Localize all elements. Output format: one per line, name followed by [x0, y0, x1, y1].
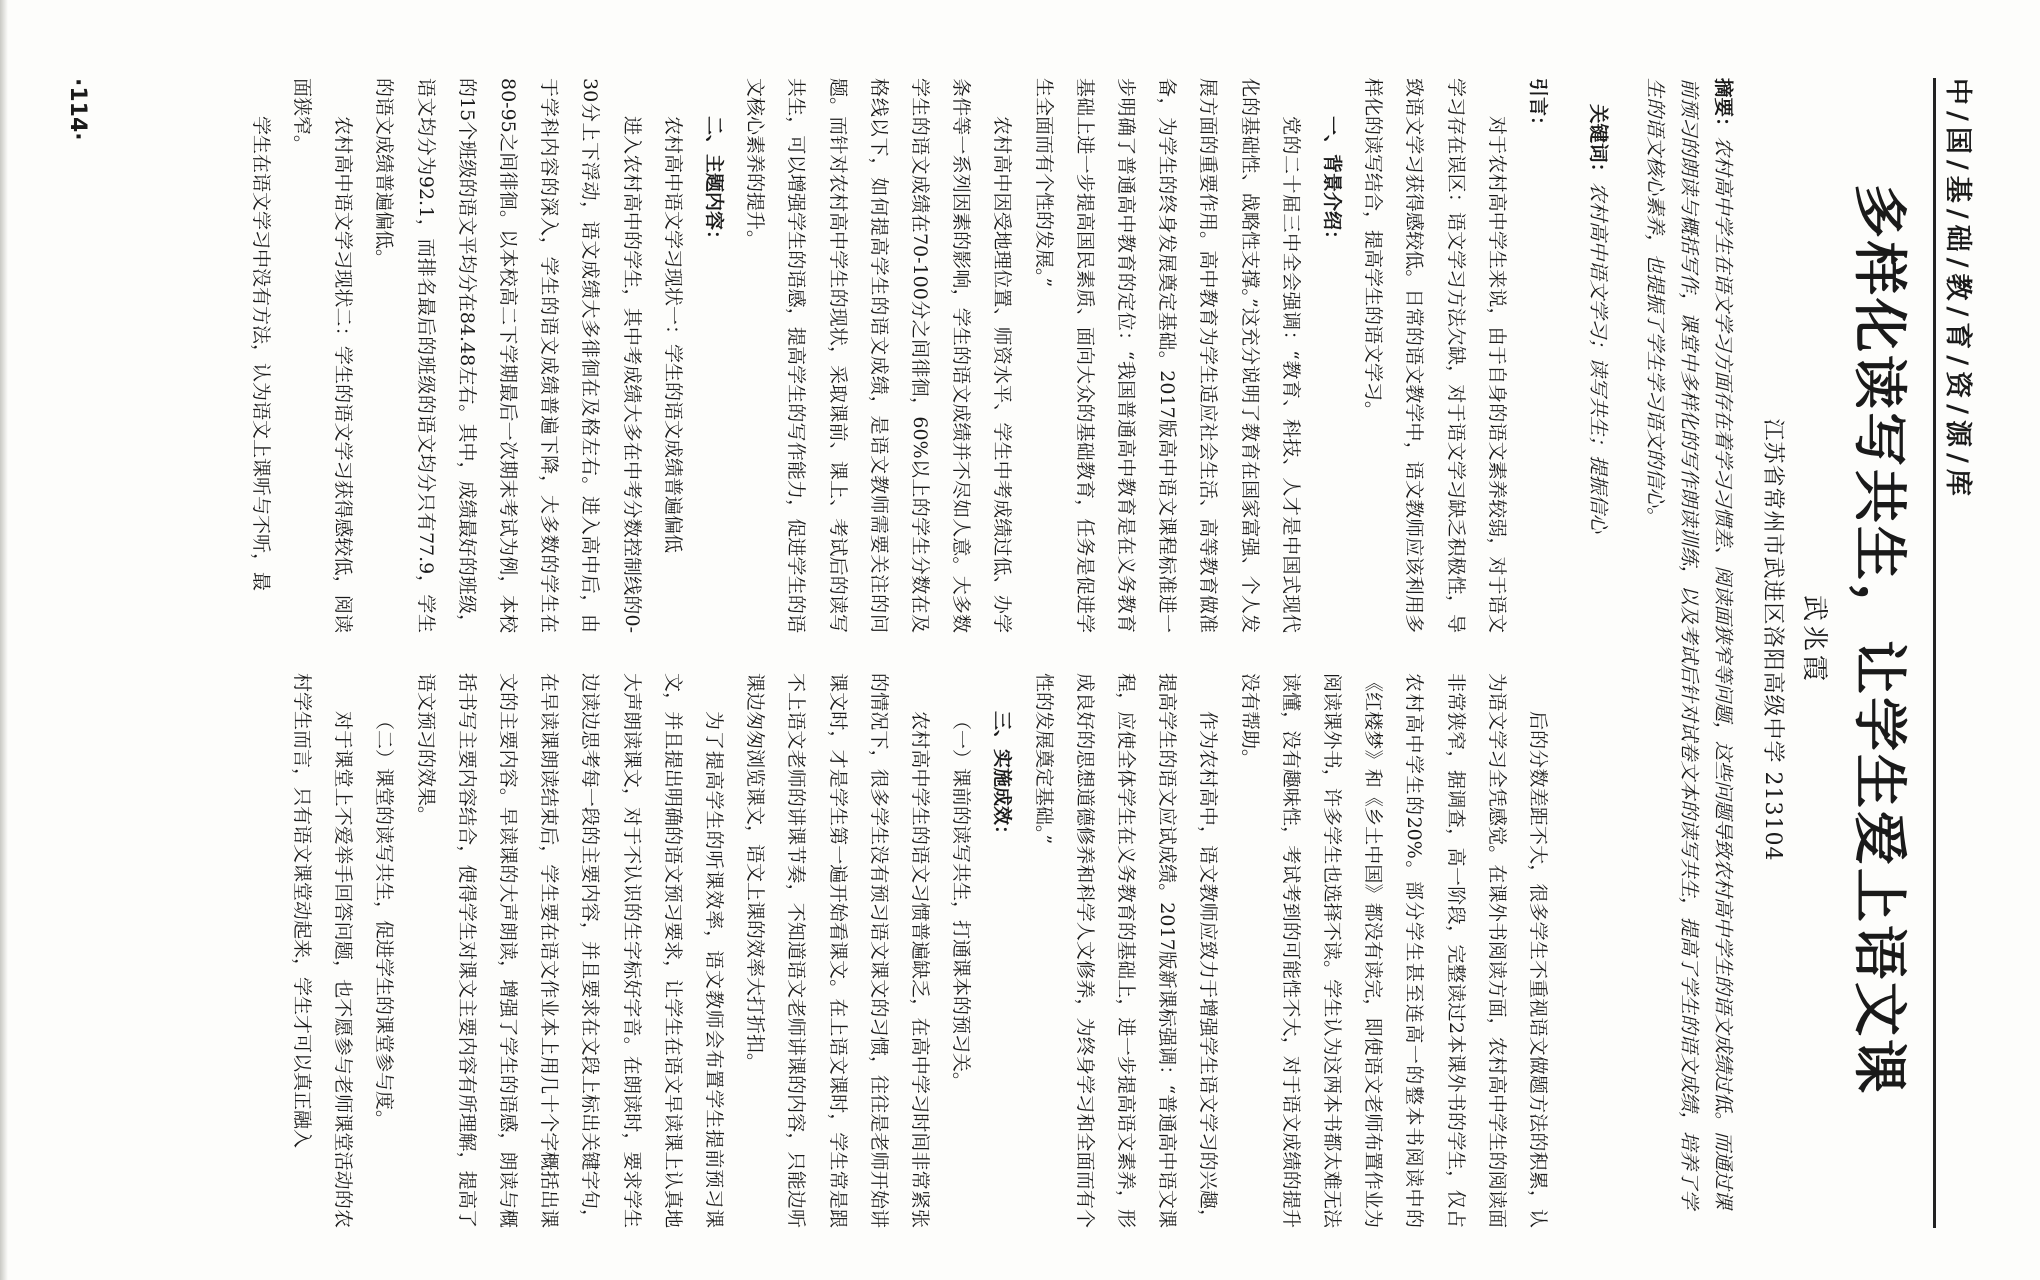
body-paragraph: 进入农村高中的学生，其中考成绩大多在中考分数控制线的0-30分上下浮动，语文成绩大多徘徊在及格左右。进入高中后，由于学科内容的深入，学生的语文成绩普遍下降，大多数的学生在80-95之间徘徊。以本校高二下学期最后一次期末考试为例，本校的15个班级的语文平均分在84.48左右。其中，成绩最好的班级，语文均分为92.1，而排名最后的班级的语文均分只有77.9，学生的语文成绩普遍偏低。 — [373, 78, 643, 633]
right-column — [108, 673, 1558, 1228]
keywords-text: 农村高中语文学习；读写共生；提振信心 — [1587, 182, 1610, 534]
author-affiliation: 江苏省常州市武进区洛阳高级中学 213104 — [1760, 418, 1785, 862]
section-heading: 引言： — [1527, 78, 1549, 136]
keywords — [1586, 104, 1614, 1224]
keywords-label: 关键词： — [1587, 104, 1610, 183]
section-heading: 一、背景介绍： — [1320, 116, 1343, 250]
body-paragraph: （二）课堂的读写共生，促进学生的课堂参与度。 — [373, 711, 396, 1130]
body-paragraph: 农村高中学生的语文习惯普遍缺乏，在高中学习时间非常紧张的情况下，很多学生没有预习语文课文的习惯，往往是老师开始讲课文时，才是学生第一遍开始看课文。在上语文课时，学生常是跟不上语文老师的讲课节奏，不知道语文老师讲课的内容，只能边听课边匆匆浏览课文，语文上课的效率大打折扣。 — [744, 673, 931, 1228]
body-paragraph: 对于农村高中学生来说，由于自身的语文素养较弱，对于语文学习存在误区：语文学习方法欠缺，对于语文学习缺乏积极性，导致语文学习获得感较低。日常的语文教学中，语文教师应该利用多样化的读写结合，提高学生的语文学习。 — [1362, 78, 1508, 633]
page-number: ·114· — [65, 78, 90, 141]
body-paragraph: 为了提高学生的听课效率，语文教师会布置学生提前预习课文，并且提出明确的语文预习要求，让学生在语文早读课上认真地大声朗读课文，对于不认识的生字标好字音。在朗读时，要求学生边读边思考每一段的主要内容，并且要求在文段上标出关键字句，在早读课朗读结束后，学生要在语文作业本上用几十个字概括出课文的主要内容。早读课的大声朗读，增强了学生的语感，朗读与概括书写主要内容结合，使得学生对课文主要内容有所理解，提高了语文预习的效果。 — [414, 673, 725, 1228]
abstract — [1638, 78, 1740, 1228]
abstract-label: 摘要： — [1712, 78, 1735, 137]
body-paragraph: 农村高中语文学习现状二：学生的语文学习获得感较低，阅读面狭窄。 — [290, 78, 355, 633]
body-paragraph: 农村高中语文学习现状一：学生的语文成绩普遍偏低 — [661, 116, 684, 554]
author-name: 武兆霞 — [1799, 594, 1829, 685]
body-paragraph: （一）课前的读写共生，打通课本的预习关。 — [950, 711, 973, 1092]
body-paragraph: 对于课堂上不爱举手回答问题，也不愿参与老师课堂活动的农村学生而言，只有语文课堂动起来，学生才可以真正融入 — [290, 673, 355, 1228]
header-rule — [1933, 78, 1936, 1228]
body-paragraph: 学生在语文学习中没有方法，认为语文上课听与不听，最 — [249, 116, 272, 592]
section-heading: 三、实施成效： — [991, 711, 1014, 845]
left-column — [108, 78, 1558, 633]
body-paragraph: 作为农村高中，语文教师应致力于增强学生语文学习的兴趣，提高学生的语文应试成绩。2017版新课标强调：“普通高中语文课程，应使全体学生在义务教育的基础上，进一步提高语文素养，形成良好的思想道德修养和科学人文修养，为终身学习和全面而有个性的发展奠定基础。” — [1032, 673, 1220, 1228]
body-paragraph: 后的分数差距不大，很多学生不重视语文做题方法的积累，认为语文学习全凭感觉。在课外书阅读方面，农村高中学生的阅读面非常狭窄，据调查，高一阶段，完整读过2本课外书的学生，仅占农村高中学生的20%。部分学生甚至连高一的整本书阅读中的《红楼梦》和《乡土中国》都没有读完，即使语文老师布置作业为阅读课外书，许多学生也选择不读。学生认为这两本书都太难无法读懂，没有趣味性，考试考到的可能性不大，对于语文成绩的提升没有帮助。 — [1238, 673, 1549, 1228]
abstract-text: 农村高中学生在语文学习方面存在着学习习惯差、阅读面狭窄等问题，这些问题导致农村高中学生的语文成绩过低。而通过课前预习的朗读与概括写作，课堂中多样化的写作朗读训练，以及考试后针对试卷文本的读写共生，提高了学生的语文成绩，培养了学生的语文核心素养，也提振了学生学习语文的信心。 — [1644, 78, 1735, 1210]
series-header: 中/国/基/础/教/育/资/源/库 — [1942, 78, 1973, 502]
body-paragraph: 党的二十届三中全会强调：“教育、科技、人才是中国式现代化的基础性、战略性支撑。”这充分说明了教育在国家富强、个人发展方面的重要作用。高中教育为学生适应社会生活、高等教育做准备，为学生的终身发展奠定基础。2017版高中语文课程标准进一步明确了普通高中教育的定位：“我国普通高中教育是在义务教育基础上进一步提高国民素质、面向大众的基础教育，任务是促进学生全面而有个性的发展。” — [1032, 78, 1302, 633]
section-heading: 二、主题内容： — [702, 116, 725, 250]
article-title: 多样化读写共生，让学生爱上语文课 — [1848, 184, 1912, 1096]
body-paragraph: 农村高中因受地理位置、师资水平、学生中考成绩过低、办学条件等一系列因素的影响，学生的语文成绩并不尽如人意。大多数学生的语文成绩在70-100分之间徘徊，60%以上的学生分数在及格线以下，如何提高学生的语文成绩，是语文教师需要关注的问题。而针对农村高中学生的现状，采取课前、课上、考试后的读写共生，可以增强学生的语感，提高学生的写作能力，促进学生的语文核心素养的提升。 — [744, 78, 1014, 633]
